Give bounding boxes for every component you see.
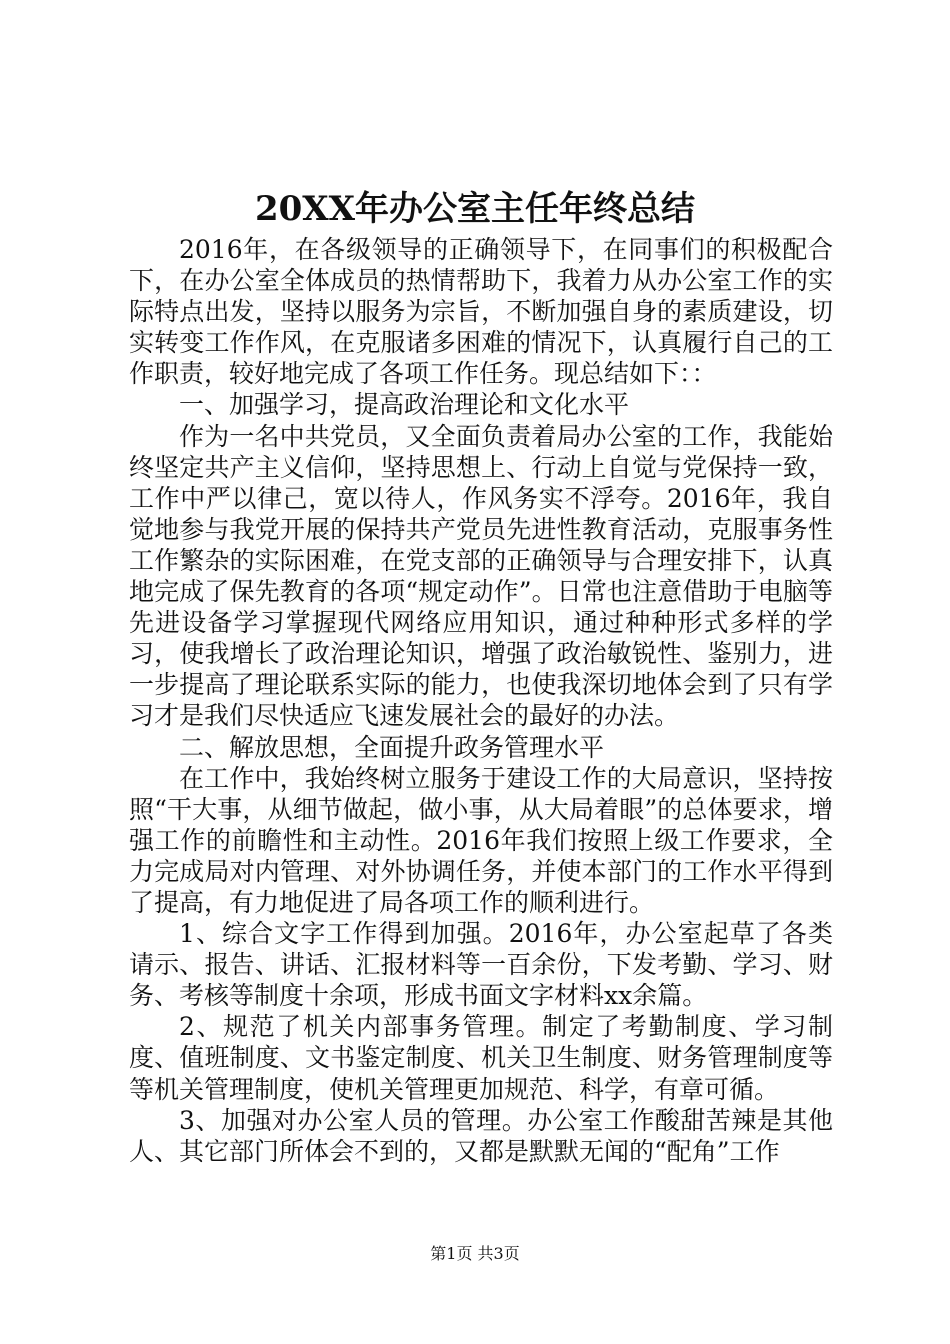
paragraph-intro: 2016年，在各级领导的正确领导下，在同事们的积极配合下，在办公室全体成员的热情帮助下，我着力从办公室工作的实际特点出发，坚持以服务为宗旨，不断加强自身的素质建设，切实转变工作作风，在克服诸多困难的情况下，认真履行自己的工作职责，较好地完成了各项工作任务。现总结如下：： — [129, 235, 833, 389]
paragraph-item-3: 3、加强对办公室人员的管理。办公室工作酸甜苦辣是其他人、其它部门所体会不到的，又都是默默无闻的“配角”工作 — [129, 1105, 833, 1166]
document-body — [129, 234, 833, 1167]
paragraph-section-2: 在工作中，我始终树立服务于建设工作的大局意识，坚持按照“干大事，从细节做起，做小事，从大局着眼”的总体要求，增强工作的前瞻性和主动性。2016年我们按照上级工作要求，全力完成局对内管理、对外协调任务，并使本部门的工作水平得到了提高，有力地促进了局各项工作的顺利进行。 — [129, 763, 833, 917]
section-heading-2: 二、解放思想，全面提升政务管理水平 — [179, 732, 605, 762]
paragraph-item-1: 1、综合文字工作得到加强。2016年，办公室起草了各类请示、报告、讲话、汇报材料等一百余份，下发考勤、学习、财务、考核等制度十余项，形成书面文字材料xx余篇。 — [129, 919, 833, 1011]
section-heading-1: 一、加强学习，提高政治理论和文化水平 — [179, 390, 630, 420]
paragraph-section-1: 作为一名中共党员，又全面负责着局办公室的工作，我能始终坚定共产主义信仰，坚持思想上、行动上自觉与党保持一致，工作中严以律己，宽以待人，作风务实不浮夸。2016年，我自觉地参与我党开展的保持共产党员先进性教育活动，克服事务性工作繁杂的实际困难，在党支部的正确领导与合理安排下，认真地完成了保先教育的各项“规定动作”。日常也注意借助于电脑等先进设备学习掌握现代网络应用知识，通过种种形式多样的学习，使我增长了政治理论知识，增强了政治敏锐性、鉴别力，进一步提高了理论联系实际的能力，也使我深切地体会到了只有学习才是我们尽快适应飞速发展社会的最好的办法。 — [129, 421, 833, 731]
page-footer: 第1页 共3页 — [430, 1244, 520, 1263]
document-title: 20XX年办公室主任年终总结 — [254, 189, 696, 229]
paragraph-item-2: 2、规范了机关内部事务管理。制定了考勤制度、学习制度、值班制度、文书鉴定制度、机关卫生制度、财务管理制度等等机关管理制度，使机关管理更加规范、科学，有章可循。 — [129, 1012, 833, 1104]
